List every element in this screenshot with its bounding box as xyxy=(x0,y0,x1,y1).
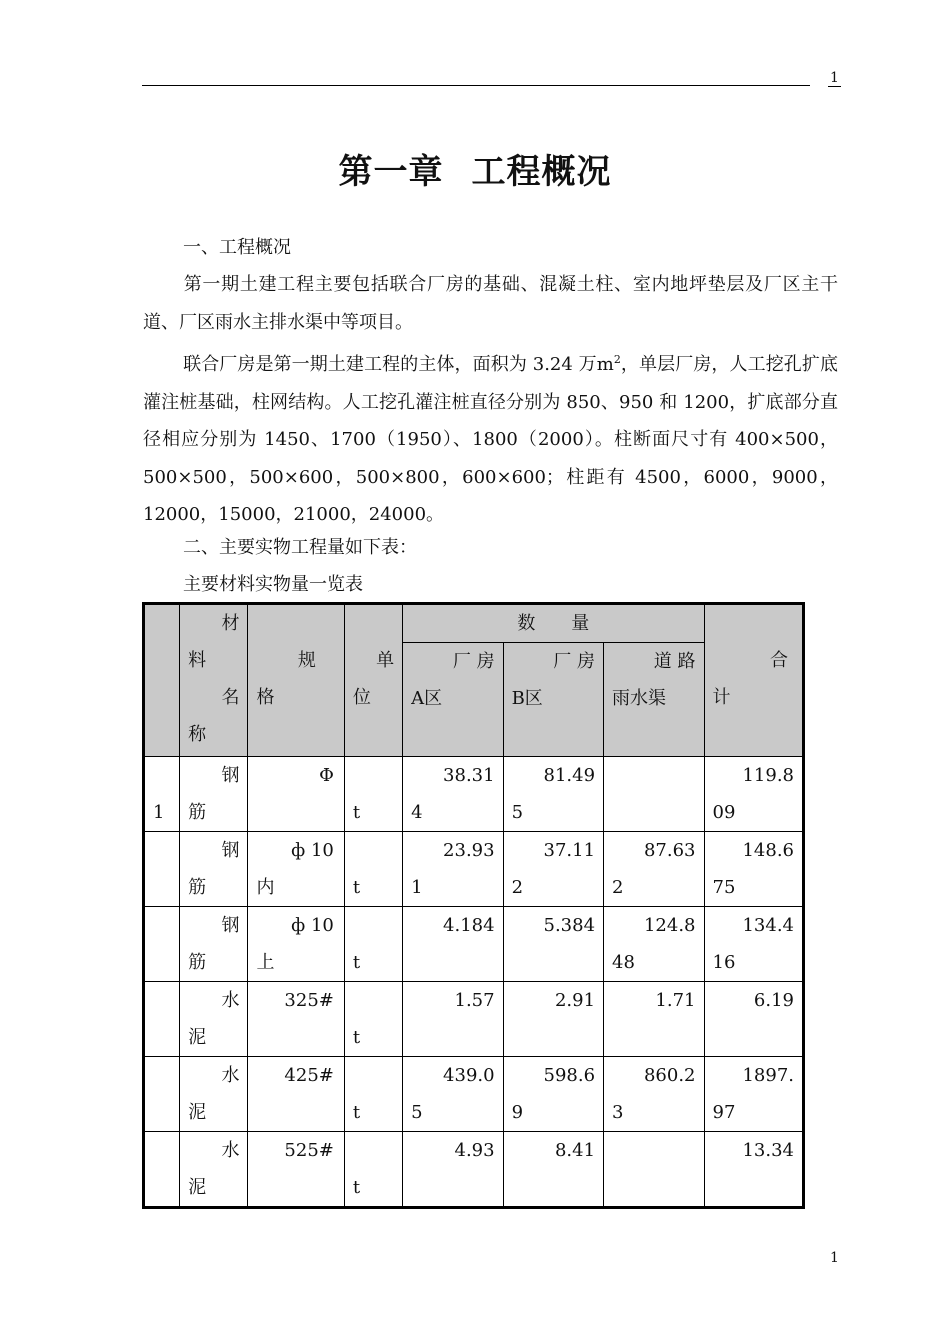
table-title: 主要材料实物量一览表 xyxy=(183,574,363,595)
cell-spec: ф 10 内 xyxy=(248,832,344,907)
cell-zone-a: 4.93 xyxy=(403,1132,503,1208)
cell-total: 6.19 xyxy=(704,982,804,1057)
table-row xyxy=(144,832,804,907)
cell-material: 钢 筋 xyxy=(180,757,248,832)
cell-zone-b: 37.11 2 xyxy=(503,832,603,907)
cell-total: 13.34 xyxy=(704,1132,804,1208)
section-1-paragraph-2: 联合厂房是第一期土建工程的主体，面积为 3.24 万$m^2$，单层厂房，人工挖孔扩底灌注桩基础，柱网结构。人工挖孔灌注桩直径分别为 850、950 和 1200，扩底部分直径相应分别为 1450、1700（1950）、1800（2000）。柱断面尺寸有 400×500，500×500，500×600，500×800，600×600；柱距有 4500，6000，9000，12000，15000，21000，24000。 xyxy=(143,353,838,525)
cell-material: 水 泥 xyxy=(180,1132,248,1208)
cell-road-drain xyxy=(604,757,704,832)
section-2-heading: 二、主要实物工程量如下表： xyxy=(183,537,417,558)
cell-zone-b: 598.6 9 xyxy=(503,1057,603,1132)
cell-road-drain: 87.63 2 xyxy=(604,832,704,907)
header-rule xyxy=(142,85,810,86)
header-no xyxy=(144,604,180,757)
cell-unit: t xyxy=(344,907,402,982)
cell-zone-a: 38.31 4 xyxy=(403,757,503,832)
cell-zone-a: 4.184 xyxy=(403,907,503,982)
cell-unit: t xyxy=(344,1132,402,1208)
section-1-heading: 一、工程概况 xyxy=(183,237,291,258)
cell-spec: 525# xyxy=(248,1132,344,1208)
table-row xyxy=(144,757,804,832)
cell-total: 119.8 09 xyxy=(704,757,804,832)
section-1-paragraph-1: 第一期土建工程主要包括联合厂房的基础、混凝土柱、室内地坪垫层及厂区主干道、厂区雨水主排水渠中等项目。 xyxy=(143,274,838,333)
table-row xyxy=(144,982,804,1057)
chapter-title xyxy=(0,150,950,194)
table-row xyxy=(144,1132,804,1208)
cell-road-drain xyxy=(604,1132,704,1208)
chapter-name: 工程概况 xyxy=(471,152,612,192)
cell-total: 134.4 16 xyxy=(704,907,804,982)
header-zone-a: 厂 房 A区 xyxy=(403,643,503,757)
cell-material: 水 泥 xyxy=(180,1057,248,1132)
cell-no: 1 xyxy=(144,757,180,832)
header-unit: 单 位 xyxy=(344,604,402,757)
cell-unit: t xyxy=(344,757,402,832)
footer-page-number: 1 xyxy=(830,1250,839,1266)
cell-road-drain: 124.8 48 xyxy=(604,907,704,982)
cell-spec: 325# xyxy=(248,982,344,1057)
cell-spec: Φ xyxy=(248,757,344,832)
cell-no xyxy=(144,982,180,1057)
cell-zone-a: 439.0 5 xyxy=(403,1057,503,1132)
chapter-number: 第一章 xyxy=(338,152,444,192)
header-spec: 规 格 xyxy=(248,604,344,757)
cell-no xyxy=(144,832,180,907)
cell-material: 钢 筋 xyxy=(180,907,248,982)
cell-no xyxy=(144,907,180,982)
header-name: 材 料 名 称 xyxy=(180,604,248,757)
cell-zone-b: 2.91 xyxy=(503,982,603,1057)
cell-unit: t xyxy=(344,982,402,1057)
table-row xyxy=(144,1057,804,1132)
cell-zone-a: 1.57 xyxy=(403,982,503,1057)
cell-zone-b: 8.41 xyxy=(503,1132,603,1208)
cell-total: 1897. 97 xyxy=(704,1057,804,1132)
materials-table xyxy=(142,602,805,1208)
cell-zone-a: 23.93 1 xyxy=(403,832,503,907)
table-row xyxy=(144,907,804,982)
header-road-drain: 道 路 雨水渠 xyxy=(604,643,704,757)
cell-no xyxy=(144,1132,180,1208)
cell-zone-b: 5.384 xyxy=(503,907,603,982)
cell-zone-b: 81.49 5 xyxy=(503,757,603,832)
header-zone-b: 厂 房 B区 xyxy=(503,643,603,757)
cell-no xyxy=(144,1057,180,1132)
header-total: 合 计 xyxy=(704,604,804,757)
cell-road-drain: 860.2 3 xyxy=(604,1057,704,1132)
cell-unit: t xyxy=(344,1057,402,1132)
header-quantity: 数 量 xyxy=(403,604,704,643)
cell-spec: 425# xyxy=(248,1057,344,1132)
cell-road-drain: 1.71 xyxy=(604,982,704,1057)
cell-spec: ф 10 上 xyxy=(248,907,344,982)
cell-material: 水 泥 xyxy=(180,982,248,1057)
cell-material: 钢 筋 xyxy=(180,832,248,907)
header-page-number: 1 xyxy=(830,70,839,86)
cell-unit: t xyxy=(344,832,402,907)
cell-total: 148.6 75 xyxy=(704,832,804,907)
